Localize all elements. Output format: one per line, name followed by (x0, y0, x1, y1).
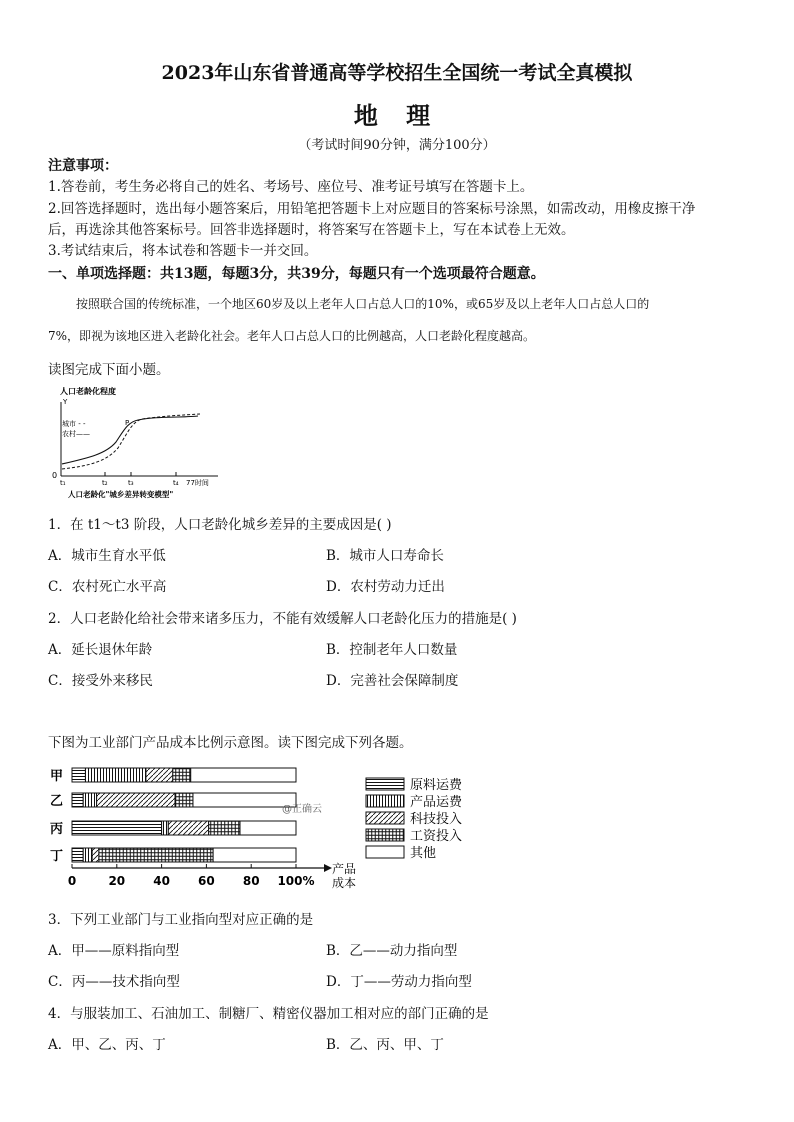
axis-end-label-2: 成本 (332, 876, 357, 890)
bar-segment (209, 821, 240, 835)
legend-swatch (366, 829, 404, 841)
bar-segment (85, 768, 145, 782)
bar-segment (191, 768, 296, 782)
legend-label: 科技投入 (410, 812, 463, 827)
legend-rural: 农村—— (62, 430, 90, 438)
bar-segment (97, 793, 175, 807)
question-1-stem: 1．在 t1～t3 阶段，人口老龄化城乡差异的主要成因是( ) (48, 517, 392, 533)
q3-option-b[interactable]: B．乙——动力指向型 (326, 943, 458, 959)
aging-model-figure (48, 382, 228, 502)
origin-label: 0 (52, 471, 58, 480)
bar-segment (72, 821, 162, 835)
tick-label: 20 (108, 874, 126, 888)
q4-option-a[interactable]: A．甲、乙、丙、丁 (48, 1037, 166, 1053)
bar-segment (173, 768, 191, 782)
subject-title: 地 理 (353, 101, 441, 130)
bar-segment (240, 821, 296, 835)
exam-time-info: （考试时间90分钟，满分100分） (298, 138, 496, 153)
q4-option-b[interactable]: B．乙、丙、甲、丁 (326, 1037, 444, 1053)
notice-line: 2.回答选择题时，选出每小题答案后，用铅笔把答题卡上对应题目的答案标号涂黑，如需改动，用橡皮擦干净 (48, 201, 696, 217)
bar-segment (72, 768, 85, 782)
passage-line: 7%，即视为该地区进入老龄化社会。老年人口占总人口的比例越高，人口老龄化程度越高。 (48, 329, 536, 343)
tick-label-t3: t₃ (128, 479, 134, 487)
read-prompt: 读图完成下面小题。 (48, 362, 170, 378)
section2-prompt: 下图为工业部门产品成本比例示意图。读下图完成下列各题。 (48, 735, 413, 751)
x-axis-arrow (324, 864, 332, 872)
q1-option-c[interactable]: C．农村死亡水平高 (48, 579, 167, 595)
bar-segment (83, 848, 92, 862)
bar-segment (193, 793, 296, 807)
axis-end-label-1: 产品 (332, 862, 357, 876)
q2-option-d[interactable]: D．完善社会保障制度 (326, 673, 459, 689)
q1-option-d[interactable]: D．农村劳动力迁出 (326, 579, 445, 595)
legend-city: 城市 - - (62, 420, 86, 428)
bar-segment (168, 821, 208, 835)
bar-segment (213, 848, 296, 862)
question-3-stem: 3．下列工业部门与工业指向型对应正确的是 (48, 912, 314, 928)
bar-segment (83, 793, 96, 807)
cost-ratio-chart (48, 760, 488, 892)
legend-swatch (366, 795, 404, 807)
legend-swatch (366, 812, 404, 824)
q2-option-a[interactable]: A．延长退休年龄 (48, 642, 153, 658)
q3-option-a[interactable]: A．甲——原料指向型 (48, 943, 180, 959)
q3-option-c[interactable]: C．丙——技术指向型 (48, 974, 180, 990)
exam-title: 2023年山东省普通高等学校招生全国统一考试全真模拟 (161, 62, 633, 84)
figure-caption: 人口老龄化"城乡差异转变模型" (68, 490, 174, 499)
point-p-label: P (125, 419, 130, 427)
tick-label-t2: t₂ (102, 479, 108, 487)
q1-option-b[interactable]: B．城市人口寿命长 (326, 548, 444, 564)
bar-segment (92, 848, 99, 862)
question-4-stem: 4．与服装加工、石油加工、制糖厂、精密仪器加工相对应的部门正确的是 (48, 1006, 489, 1022)
tick-label-t1: t₁ (60, 479, 66, 487)
legend-label: 其他 (410, 846, 437, 861)
category-label: 丁 (50, 849, 64, 864)
tick-label: 40 (153, 874, 170, 888)
tick-label: 60 (198, 874, 215, 888)
bar-segment (175, 793, 193, 807)
passage-line: 按照联合国的传统标准，一个地区60岁及以上老年人口占总人口的10%，或65岁及以上老年人口占总人口的 (76, 297, 650, 311)
tick-label: 80 (242, 874, 260, 888)
tick-label-t4: t₄ (173, 479, 179, 487)
bar-segment (72, 793, 83, 807)
legend-label: 产品运费 (410, 795, 463, 810)
section-heading: 一、单项选择题：共13题，每题3分，共39分，每题只有一个选项最符合题意。 (48, 266, 545, 282)
legend-label: 工资投入 (410, 829, 463, 844)
x-axis-label: 77时间 (186, 479, 209, 487)
legend-swatch (366, 846, 404, 858)
bar-segment (162, 821, 169, 835)
category-label: 乙 (50, 794, 64, 809)
bar-segment (99, 848, 213, 862)
y-axis-label: Y (63, 398, 68, 406)
notice-line: 后，再选涂其他答案标号。回答非选择题时，将答案写在答题卡上，写在本试卷上无效。 (48, 222, 575, 238)
figure-title: 人口老龄化程度 (60, 387, 116, 396)
q2-option-c[interactable]: C．接受外来移民 (48, 673, 153, 689)
category-label: 甲 (50, 769, 64, 784)
notice-line: 1.答卷前，考生务必将自己的姓名、考场号、座位号、准考证号填写在答题卡上。 (48, 179, 534, 195)
watermark: @正确云 (282, 804, 322, 815)
notice-line: 3.考试结束后，将本试卷和答题卡一并交回。 (48, 243, 318, 259)
legend-label: 原料运费 (410, 778, 463, 793)
q1-option-a[interactable]: A．城市生育水平低 (48, 548, 166, 564)
q2-option-b[interactable]: B．控制老年人口数量 (326, 642, 458, 658)
q3-option-d[interactable]: D．丁——劳动力指向型 (326, 974, 472, 990)
question-2-stem: 2．人口老龄化给社会带来诸多压力，不能有效缓解人口老龄化压力的措施是( ) (48, 611, 517, 627)
tick-label: 100% (277, 874, 315, 888)
tick-label: 0 (67, 874, 77, 888)
legend-swatch (366, 778, 404, 790)
bar-segment (72, 848, 83, 862)
notice-heading: 注意事项： (48, 158, 118, 174)
category-label: 丙 (50, 822, 64, 837)
bar-segment (146, 768, 173, 782)
